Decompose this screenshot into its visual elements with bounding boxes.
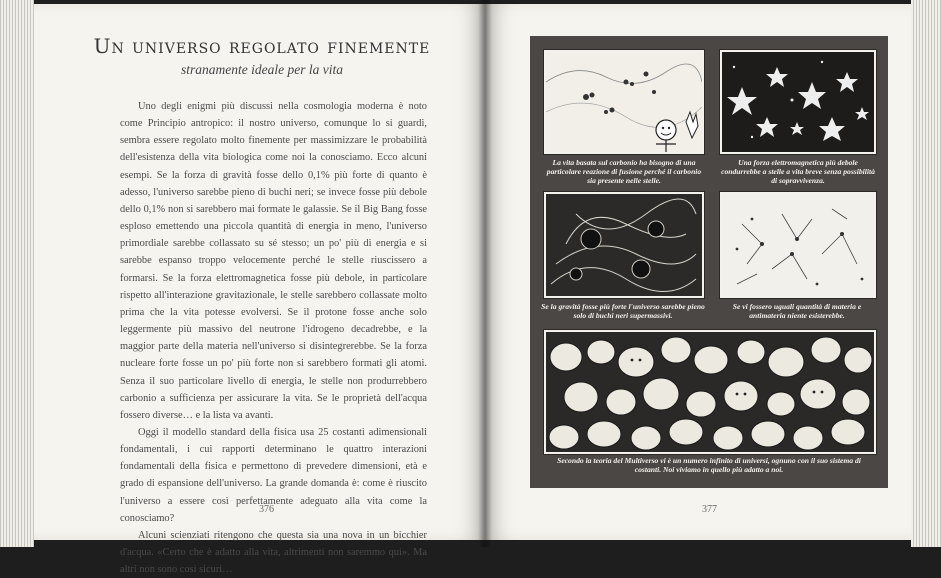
- page-edges-left: [0, 0, 34, 547]
- panel-multiverse: [544, 330, 876, 454]
- page-subtitle: stranamente ideale per la vita: [181, 62, 343, 77]
- book-gutter: [478, 0, 492, 547]
- paragraph-2: Oggi il modello standard della fisica usa 25 costanti adimensionali fondamentali, i cui rapporti determinano le quattro interazioni fondamentali della fisica e permettono di prevedere dimensioni, età e grado di espansione dell'universo. La grande domanda è: come è riuscito l'universo a essere così perfettamente adeguato alla vita come la conosciamo?: [120, 426, 427, 524]
- paragraph-1: Uno degli enigmi più discussi nella cosmologia moderna è noto come Principio antropico: il nostro universo, comunque lo si guardi, sembra essere regolato molto finemente per massimizzare le probabilità dell'esistenza della vita biologica come noi la conosciamo. Ecco alcuni esempi. Se la forza di gravità fosse dello 0,1% più forte di quanto è adesso, l'universo sarebbe pieno di buchi neri; se invece fosse più debole dello 0,1% non si sarebbero mai formate le galassie. Se il Big Bang fosse esploso emettendo una piccola quantità di energia in meno, l'universo primordiale sarebbe collassato su sé stesso; un po' più di energia e si sarebbe espanso troppo velocemente perché le stelle riuscissero a formarsi. Se la forza elettromagnetica fosse più debole, in particolare rispetto all'interazione gravitazionale, le stelle sarebbero collassate molto prima che la vita potesse evolversi. Se il protone fosse anche solo leggermente più massivo del neutrone l'idrogeno decadrebbe, e la maggior parte della materia nell'universo si disintegrerebbe. Se la forza nucleare forte fosse un po' più forte non si sarebbero formati gli atomi. Senza il suo particolare livello di energia, le stelle non produrrebbero carbonio a sufficienza per assicurare la vita. Se le proprietà dell'acqua fossero diverse… e la lista va avanti.: [120, 101, 427, 421]
- caption-carbon-life: La vita basata sul carbonio ha bisogno di una particolare reazione di fusione perché il carbonio sia presente nelle stelle.: [546, 158, 702, 185]
- caption-matter-antimatter: Se vi fossero uguali quantità di materia e antimateria niente esisterebbe.: [732, 302, 862, 320]
- illustration-plate: [530, 36, 888, 488]
- panel-carbon-life: [544, 50, 704, 154]
- panel-black-holes-illustration: [546, 194, 702, 296]
- panel-carbon-life-illustration: [546, 52, 702, 152]
- page-number-left: 376: [259, 504, 274, 515]
- panel-stars: [720, 50, 876, 154]
- page-number-right: 377: [702, 504, 717, 515]
- caption-stars: Una forza elettromagnetica più debole condurrebbe a stelle a vita breve senza possibilità di sopravvivenza.: [721, 158, 875, 185]
- panel-matter-antimatter: [720, 192, 876, 298]
- panel-stars-illustration: [722, 52, 874, 152]
- caption-multiverse: Secondo la teoria del Multiverso vi è un numero infinito di universi, ognuno con il suo sistema di costanti. Noi viviamo in quello più adatto a noi.: [557, 456, 861, 474]
- paragraph-3: Alcuni scienziati ritengono che questa sia una nova in un bicchier d'acqua. «Certo che è adatto alla vita, altrimenti non saremmo qui». Ma altri non sono così sicuri…: [120, 529, 427, 576]
- page-title: Un universo regolato finemente: [93, 34, 431, 58]
- panel-matter-antimatter-illustration: [722, 194, 874, 296]
- caption-black-holes: Se la gravità fosse più forte l'universo sarebbe pieno solo di buchi neri supermassivi.: [541, 302, 705, 320]
- panel-multiverse-illustration: [546, 332, 874, 452]
- panel-black-holes: [544, 192, 704, 298]
- page-edges-right: [911, 0, 941, 547]
